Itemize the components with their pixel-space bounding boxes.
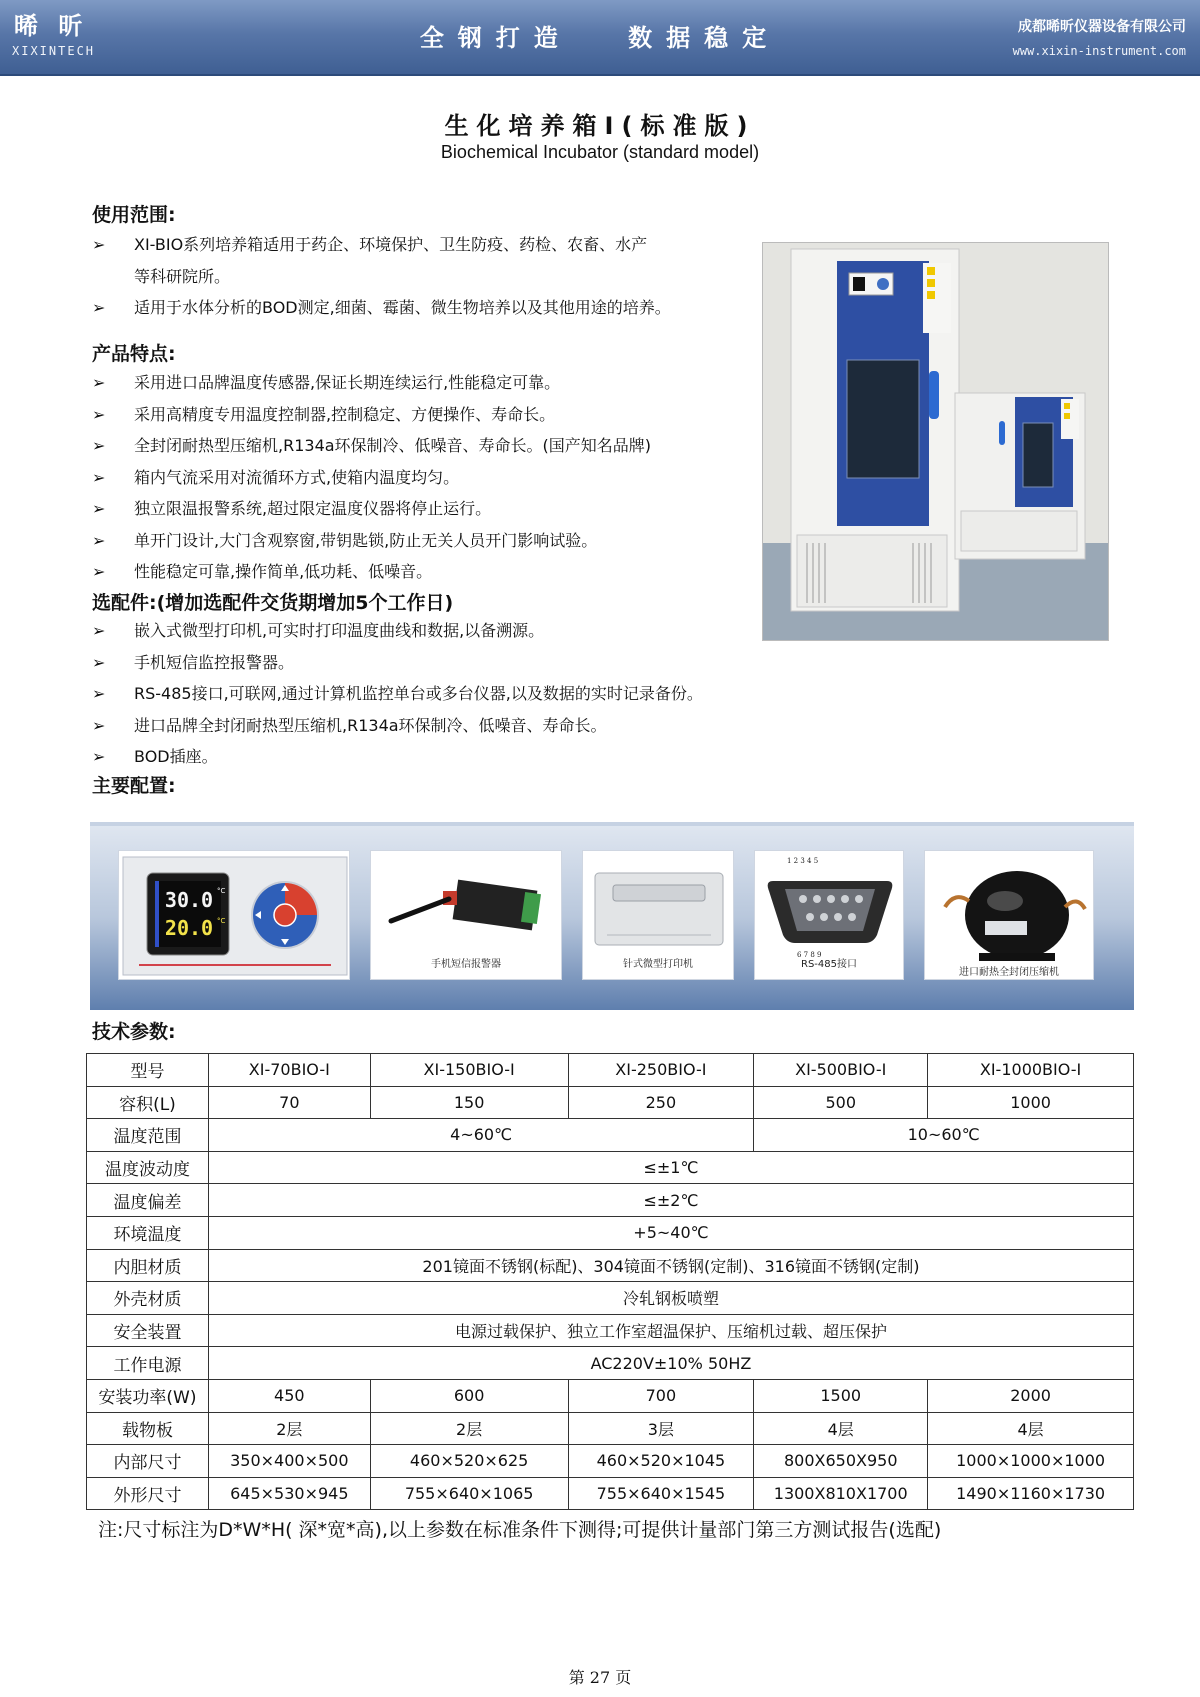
list-item [92, 615, 703, 647]
list-item-text: RS-485接口,可联网,通过计算机监控单台或多台仪器,以及数据的实时记录备份。 [134, 684, 703, 703]
table-row [87, 1282, 1134, 1315]
row-header: 载物板 [87, 1412, 209, 1445]
table-cell: 冷轧钢板喷塑 [208, 1282, 1133, 1315]
table-cell: 2层 [370, 1412, 568, 1445]
row-header: 温度范围 [87, 1119, 209, 1152]
table-cell: 10~60℃ [754, 1119, 1134, 1152]
row-header: 型号 [87, 1054, 209, 1087]
controller-sv-display: 20.0 [164, 916, 214, 940]
controller-sv-unit: °C [217, 917, 226, 925]
row-header: 外壳材质 [87, 1282, 209, 1315]
table-cell: 1490×1160×1730 [928, 1477, 1134, 1510]
list-item [92, 678, 703, 710]
table-cell: 800X650X950 [754, 1445, 928, 1478]
features-heading: 产品特点: [92, 343, 176, 365]
compressor-image [924, 850, 1094, 980]
list-item-text: 性能稳定可靠,操作简单,低功耗、低噪音。 [134, 562, 433, 581]
features-list [92, 367, 651, 588]
config-item-label: 进口耐热全封闭压缩机 [959, 967, 1059, 978]
table-cell: +5~40℃ [208, 1216, 1133, 1249]
table-cell: 600 [370, 1379, 568, 1412]
product-photo [762, 242, 1109, 641]
list-item-text: 进口品牌全封闭耐热型压缩机,R134a环保制冷、低噪音、寿命长。 [134, 715, 607, 735]
list-item [92, 462, 651, 494]
rs485-pins-bottom: 6 7 8 9 [797, 951, 822, 959]
arrow-bullet-icon: ➢ [92, 715, 106, 735]
compressor-illustration [925, 851, 1094, 965]
arrow-bullet-icon: ➢ [92, 652, 106, 672]
list-item-text: 单开门设计,大门含观察窗,带钥匙锁,防止无关人员开门影响试验。 [134, 530, 598, 550]
list-item-text: 手机短信监控报警器。 [134, 652, 295, 672]
company-website: www.xixin-instrument.com [1012, 44, 1186, 58]
table-cell: 3层 [568, 1412, 754, 1445]
table-cell: 700 [568, 1379, 754, 1412]
list-item [92, 647, 703, 679]
list-item-text: 全封闭耐热型压缩机,R134a环保制冷、低噪音、寿命长。(国产知名品牌) [134, 436, 652, 455]
row-header: 安装功率(W) [87, 1379, 209, 1412]
footnote: 注:尺寸标注为D*W*H( 深*宽*高),以上参数在标准条件下测得;可提供计量部门第三方测试报告(选配) [98, 1519, 942, 1541]
table-row [87, 1086, 1134, 1119]
table-cell: 500 [754, 1086, 928, 1119]
list-item [92, 430, 651, 462]
list-item-text: 独立限温报警系统,超过限定温度仪器将停止运行。 [134, 499, 492, 518]
list-item-text: XI-BIO系列培养箱适用于药企、环境保护、卫生防疫、药检、农畜、水产 [134, 235, 648, 254]
controller-panel-image [118, 850, 350, 980]
config-item-label: 手机短信报警器 [431, 959, 501, 970]
list-item [92, 493, 651, 525]
row-header: 工作电源 [87, 1347, 209, 1380]
arrow-bullet-icon: ➢ [92, 467, 106, 487]
table-cell: 1000 [928, 1086, 1134, 1119]
table-cell: 2000 [928, 1379, 1134, 1412]
row-header: 安全装置 [87, 1314, 209, 1347]
arrow-bullet-icon: ➢ [92, 499, 106, 518]
table-cell: XI-250BIO-Ⅰ [568, 1054, 754, 1087]
table-row [87, 1184, 1134, 1217]
arrow-bullet-icon: ➢ [92, 621, 106, 640]
table-cell: 755×640×1065 [370, 1477, 568, 1510]
table-cell: 电源过载保护、独立工作室超温保护、压缩机过载、超压保护 [208, 1314, 1133, 1347]
row-header: 容积(L) [87, 1086, 209, 1119]
table-cell: 250 [568, 1086, 754, 1119]
config-strip [90, 822, 1134, 1010]
table-cell: 1000×1000×1000 [928, 1445, 1134, 1478]
row-header: 内部尺寸 [87, 1445, 209, 1478]
table-cell: 1300X810X1700 [754, 1477, 928, 1510]
usage-list [92, 229, 671, 324]
list-item-text: 箱内气流采用对流循环方式,使箱内温度均匀。 [134, 467, 460, 487]
table-cell: 755×640×1545 [568, 1477, 754, 1510]
table-row [87, 1379, 1134, 1412]
list-item [92, 710, 703, 742]
list-item [92, 741, 703, 773]
list-item [92, 556, 651, 588]
table-row [87, 1054, 1134, 1087]
table-cell: 4~60℃ [208, 1119, 753, 1152]
slogan-part-1: 全钢打造 [419, 24, 572, 52]
arrow-bullet-icon: ➢ [92, 235, 106, 254]
brand-name-cn: 晞 昕 [14, 12, 89, 40]
header-banner [0, 0, 1200, 76]
arrow-bullet-icon: ➢ [92, 404, 106, 424]
table-cell: 201镜面不锈钢(标配)、304镜面不锈钢(定制)、316镜面不锈钢(定制) [208, 1249, 1133, 1282]
arrow-bullet-icon: ➢ [92, 436, 106, 455]
table-row [87, 1314, 1134, 1347]
usage-heading: 使用范围: [92, 204, 176, 226]
table-cell: XI-150BIO-Ⅰ [370, 1054, 568, 1087]
page-number: 第 27 页 [568, 1668, 632, 1687]
list-item-text-cont: 等科研院所。 [134, 266, 231, 286]
arrow-bullet-icon: ➢ [92, 684, 106, 703]
row-header: 内胆材质 [87, 1249, 209, 1282]
incubator-illustration [763, 243, 1109, 641]
arrow-bullet-icon: ➢ [92, 747, 106, 766]
list-item-text: 采用进口品牌温度传感器,保证长期连续运行,性能稳定可靠。 [134, 373, 561, 392]
config-heading: 主要配置: [92, 775, 176, 797]
table-row [87, 1347, 1134, 1380]
list-item [92, 399, 651, 431]
table-cell: 450 [208, 1379, 370, 1412]
table-cell: 70 [208, 1086, 370, 1119]
table-row [87, 1216, 1134, 1249]
table-row [87, 1477, 1134, 1510]
list-item-text: BOD插座。 [134, 747, 218, 766]
spec-table [86, 1053, 1134, 1510]
table-cell: 350×400×500 [208, 1445, 370, 1478]
table-cell: 150 [370, 1086, 568, 1119]
printer-illustration [583, 851, 734, 957]
table-cell: ≤±2℃ [208, 1184, 1133, 1217]
row-header: 外形尺寸 [87, 1477, 209, 1510]
table-cell: XI-500BIO-Ⅰ [754, 1054, 928, 1087]
controller-illustration [119, 851, 350, 980]
list-item [92, 229, 671, 292]
config-item-label: RS-485接口 [801, 959, 857, 970]
rs485-connector-image [754, 850, 904, 980]
row-header: 环境温度 [87, 1216, 209, 1249]
table-cell: 4层 [928, 1412, 1134, 1445]
printer-image [582, 850, 734, 980]
rs485-pins-top: 1 2 3 4 5 [787, 857, 819, 865]
table-cell: AC220V±10% 50HZ [208, 1347, 1133, 1380]
table-cell: 460×520×625 [370, 1445, 568, 1478]
arrow-bullet-icon: ➢ [92, 562, 106, 581]
list-item-text: 嵌入式微型打印机,可实时打印温度曲线和数据,以备溯源。 [134, 621, 545, 640]
list-item-text: 采用高精度专用温度控制器,控制稳定、方便操作、寿命长。 [134, 404, 556, 424]
list-item [92, 367, 651, 399]
table-row [87, 1445, 1134, 1478]
controller-pv-display: 30.0 [164, 888, 214, 912]
table-row [87, 1249, 1134, 1282]
table-cell: ≤±1℃ [208, 1151, 1133, 1184]
table-cell: 4层 [754, 1412, 928, 1445]
slogan-part-2: 数据稳定 [628, 24, 781, 52]
table-row [87, 1119, 1134, 1152]
sms-alarm-image [370, 850, 562, 980]
controller-pv-unit: °C [217, 887, 226, 895]
row-header: 温度偏差 [87, 1184, 209, 1217]
table-cell: 1500 [754, 1379, 928, 1412]
table-cell: XI-70BIO-Ⅰ [208, 1054, 370, 1087]
list-item-text: 适用于水体分析的BOD测定,细菌、霉菌、微生物培养以及其他用途的培养。 [134, 298, 671, 317]
page-title: 生化培养箱Ⅰ(标准版) [444, 112, 756, 140]
page-subtitle: Biochemical Incubator (standard model) [440, 142, 760, 162]
options-heading: 选配件:(增加选配件交货期增加5个工作日) [92, 592, 454, 614]
options-list [92, 615, 703, 773]
sms-alarm-illustration [371, 851, 562, 961]
table-cell: 2层 [208, 1412, 370, 1445]
config-item-label: 针式微型打印机 [623, 959, 693, 970]
table-cell: 645×530×945 [208, 1477, 370, 1510]
brand-name-en: XIXINTECH [12, 44, 96, 58]
arrow-bullet-icon: ➢ [92, 530, 106, 550]
table-row [87, 1412, 1134, 1445]
company-name: 成都晞昕仪器设备有限公司 [1018, 19, 1186, 35]
table-cell: 460×520×1045 [568, 1445, 754, 1478]
rs485-illustration [755, 851, 904, 963]
table-cell: XI-1000BIO-Ⅰ [928, 1054, 1134, 1087]
list-item [92, 292, 671, 324]
table-row [87, 1151, 1134, 1184]
list-item [92, 525, 651, 557]
row-header: 温度波动度 [87, 1151, 209, 1184]
specs-heading: 技术参数: [92, 1021, 176, 1043]
arrow-bullet-icon: ➢ [92, 298, 106, 317]
arrow-bullet-icon: ➢ [92, 373, 106, 392]
